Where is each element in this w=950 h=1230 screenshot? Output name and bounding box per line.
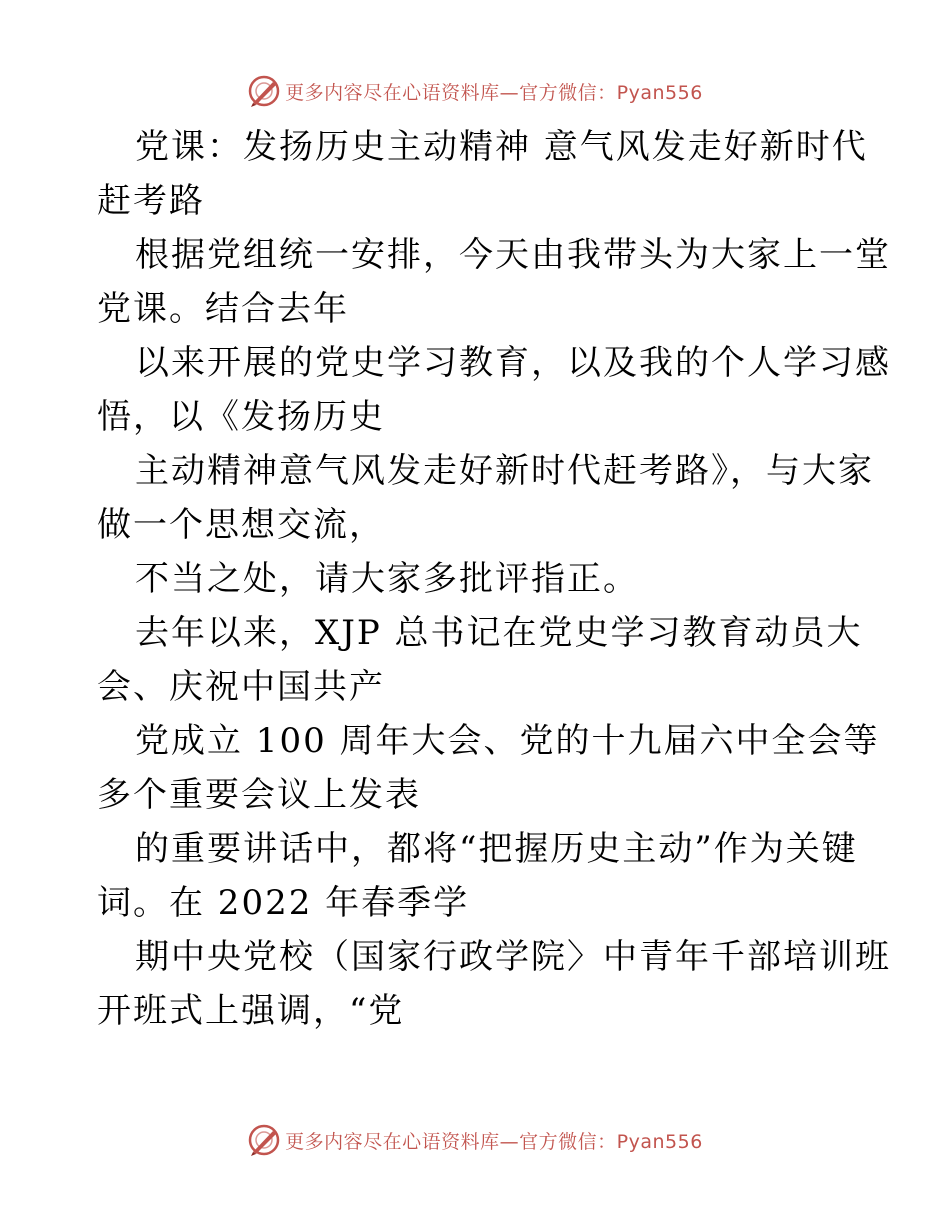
body-line: 以来开展的党史学习教育，以及我的个人学习感 <box>135 343 891 383</box>
body-line: 党成立 100 周年大会、党的十九届六中全会等 <box>135 721 880 761</box>
body-line: 开班式上强调，“党 <box>97 991 405 1031</box>
body-line: 根据党组统一安排，今天由我带头为大家上一堂 <box>135 235 891 275</box>
body-line: 悟，以《发扬历史 <box>97 397 385 437</box>
body-line: 多个重要会议上发表 <box>97 775 421 815</box>
header-banner <box>0 71 950 111</box>
body-line: 期中央党校（国家行政学院〉中青年千部培训班 <box>135 937 891 977</box>
pen-logo-icon <box>247 74 281 108</box>
body-line: 党课。结合去年 <box>97 289 349 329</box>
document-body <box>97 120 891 1038</box>
body-line: 词。在 2022 年春季学 <box>97 883 470 923</box>
body-line: 做一个思想交流， <box>97 505 385 545</box>
body-line: 主动精神意气风发走好新时代赶考路》，与大家 <box>135 451 874 491</box>
body-line: 赶考路 <box>97 181 205 221</box>
banner-text: 更多内容尽在心语资料库—官方微信：Pyan556 <box>285 81 703 104</box>
body-line: 不当之处，请大家多批评指正。 <box>135 559 639 599</box>
body-line: 去年以来，XJP 总书记在党史学习教育动员大 <box>135 613 863 653</box>
pen-logo-icon <box>247 1123 281 1157</box>
body-line: 的重要讲话中，都将“把握历史主动”作为关键 <box>135 829 858 869</box>
footer-banner <box>0 1120 950 1160</box>
banner-text: 更多内容尽在心语资料库—官方微信：Pyan556 <box>285 1130 703 1153</box>
body-line: 会、庆祝中国共产 <box>97 667 385 707</box>
body-line: 党课：发扬历史主动精神 意气风发走好新时代 <box>135 127 868 167</box>
